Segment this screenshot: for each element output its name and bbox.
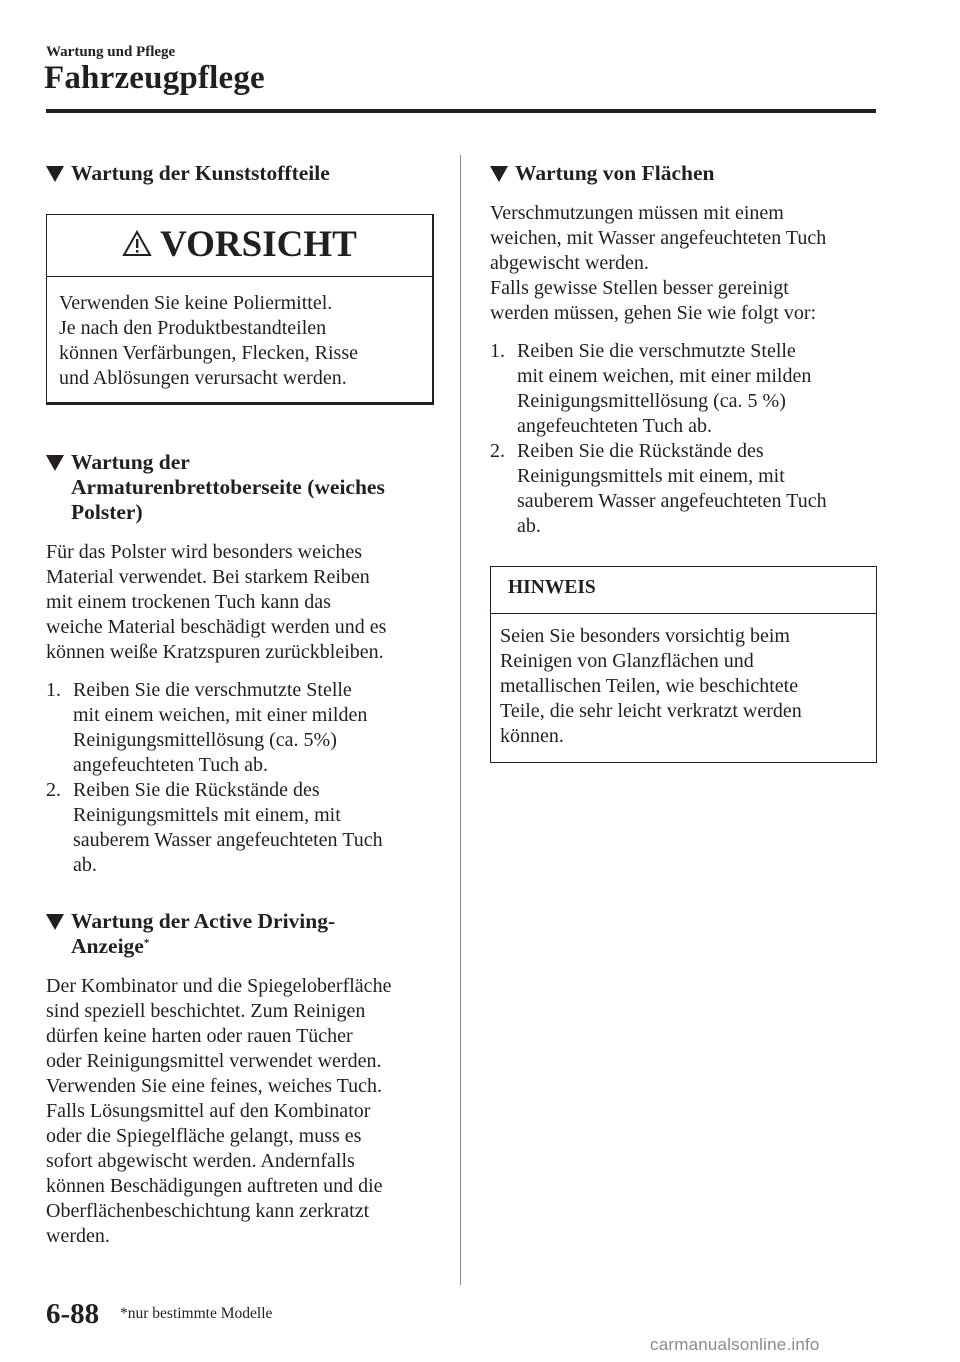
- step-number: 1.: [490, 340, 505, 362]
- hinweis-line: können.: [500, 725, 564, 747]
- heading-line: Polster): [71, 500, 143, 524]
- vorsicht-line: Verwenden Sie keine Poliermittel.: [59, 292, 333, 314]
- flaechen-paragraph: [490, 201, 880, 326]
- header-rule: [46, 109, 876, 113]
- footnote: *nur bestimmte Modelle: [120, 1305, 273, 1322]
- step-item-2: [46, 778, 436, 878]
- hinweis-line: metallischen Teilen, wie beschichtete: [500, 675, 799, 697]
- watermark: carmanualsonline.info: [650, 1335, 820, 1354]
- heading-line: Anzeige: [71, 934, 144, 958]
- step-line: Reinigungsmittels mit einem, mit: [73, 804, 341, 826]
- step-item-1: [46, 678, 436, 778]
- paragraph-line: mit einem trockenen Tuch kann das: [46, 591, 331, 613]
- heading-active-driving: [46, 909, 335, 959]
- step-line: Reiben Sie die verschmutzte Stelle: [73, 679, 352, 701]
- vorsicht-line: Je nach den Produktbestandteilen: [59, 317, 327, 339]
- paragraph-line: können weiße Kratzspuren zurückbleiben.: [46, 641, 384, 663]
- step-line: Reiben Sie die verschmutzte Stelle: [517, 340, 796, 362]
- heading-kunststoffteile: [46, 161, 330, 186]
- triangle-bullet-icon: [46, 914, 64, 930]
- paragraph-line: sofort abgewischt werden. Andernfalls: [46, 1150, 355, 1172]
- step-line: mit einem weichen, mit einer milden: [517, 365, 812, 387]
- heading-line: Wartung der: [71, 450, 190, 474]
- hinweis-line: Reinigen von Glanzflächen und: [500, 650, 754, 672]
- paragraph-line: können Beschädigungen auftreten und die: [46, 1175, 383, 1197]
- running-header-section: Wartung und Pflege: [46, 44, 176, 60]
- paragraph-line: werden müssen, gehen Sie wie folgt vor:: [490, 302, 817, 324]
- step-line: ab.: [73, 854, 97, 876]
- heading-flaechen: [490, 161, 715, 186]
- hinweis-header: [491, 567, 876, 614]
- heading-text: Wartung von Flächen: [515, 161, 715, 185]
- paragraph-line: Material verwendet. Bei starkem Reiben: [46, 566, 370, 588]
- triangle-bullet-icon: [490, 166, 508, 182]
- paragraph-line: Verwenden Sie eine feines, weiches Tuch.: [46, 1075, 383, 1097]
- triangle-bullet-icon: [46, 166, 64, 182]
- paragraph-line: weichen, mit Wasser angefeuchteten Tuch: [490, 227, 827, 249]
- paragraph-line: oder die Spiegelfläche gelangt, muss es: [46, 1125, 362, 1147]
- step-number: 2.: [490, 440, 505, 462]
- page-title: Fahrzeugpflege: [44, 60, 265, 96]
- paragraph-line: dürfen keine harten oder rauen Tücher: [46, 1025, 353, 1047]
- paragraph-line: werden.: [46, 1225, 110, 1247]
- paragraph-line: sind speziell beschichtet. Zum Reinigen: [46, 1000, 366, 1022]
- paragraph-line: abgewischt werden.: [490, 252, 649, 274]
- step-line: Reiben Sie die Rückstände des: [517, 440, 764, 462]
- vorsicht-box: [46, 214, 434, 405]
- step-item-1: [490, 339, 880, 439]
- paragraph-line: Falls gewisse Stellen besser gereinigt: [490, 277, 789, 299]
- step-line: Reiben Sie die Rückstände des: [73, 779, 320, 801]
- paragraph-line: Der Kombinator und die Spiegeloberfläche: [46, 975, 392, 997]
- hinweis-text: [500, 624, 872, 749]
- heading-armaturenbrett: [46, 450, 385, 525]
- footnote-asterisk: *: [143, 937, 150, 949]
- paragraph-line: Verschmutzungen müssen mit einem: [490, 202, 784, 224]
- hinweis-line: Teile, die sehr leicht verkratzt werden: [500, 700, 802, 722]
- page-number: 6-88: [46, 1298, 100, 1330]
- triangle-bullet-icon: [46, 455, 64, 471]
- paragraph-line: Für das Polster wird besonders weiches: [46, 541, 363, 563]
- step-line: sauberem Wasser angefeuchteten Tuch: [73, 829, 383, 851]
- vorsicht-line: und Ablösungen verursacht werden.: [59, 367, 347, 389]
- paragraph-line: Oberflächenbeschichtung kann zerkratzt: [46, 1200, 370, 1222]
- paragraph-line: weiche Material beschädigt werden und es: [46, 616, 387, 638]
- armaturenbrett-paragraph: [46, 540, 436, 665]
- step-line: Reinigungsmittellösung (ca. 5%): [73, 729, 337, 751]
- hinweis-box: [490, 566, 877, 763]
- step-line: ab.: [517, 515, 541, 537]
- step-line: angefeuchteten Tuch ab.: [517, 415, 712, 437]
- paragraph-line: Falls Lösungsmittel auf den Kombinator: [46, 1100, 371, 1122]
- step-line: Reinigungsmittellösung (ca. 5 %): [517, 390, 786, 412]
- step-number: 1.: [46, 679, 61, 701]
- active-driving-paragraph: [46, 974, 438, 1249]
- warning-triangle-icon: [122, 230, 152, 257]
- step-line: angefeuchteten Tuch ab.: [73, 754, 268, 776]
- paragraph-line: oder Reinigungsmittel verwendet werden.: [46, 1050, 382, 1072]
- step-line: Reinigungsmittels mit einem, mit: [517, 465, 785, 487]
- vorsicht-header: [47, 215, 432, 277]
- vorsicht-line: können Verfärbungen, Flecken, Risse: [59, 342, 359, 364]
- step-line: mit einem weichen, mit einer milden: [73, 704, 368, 726]
- vorsicht-label: VORSICHT: [160, 224, 357, 265]
- hinweis-label: HINWEIS: [508, 577, 596, 598]
- heading-line: Armaturenbrettoberseite (weiches: [71, 475, 385, 499]
- column-divider: [460, 155, 461, 1285]
- vorsicht-text: [59, 291, 429, 391]
- vorsicht-label-row: [47, 223, 432, 266]
- heading-text: Wartung der Kunststoffteile: [71, 161, 330, 185]
- step-number: 2.: [46, 779, 61, 801]
- hinweis-line: Seien Sie besonders vorsichtig beim: [500, 625, 790, 647]
- step-line: sauberem Wasser angefeuchteten Tuch: [517, 490, 827, 512]
- heading-line: Wartung der Active Driving-: [71, 909, 336, 933]
- step-item-2: [490, 439, 880, 539]
